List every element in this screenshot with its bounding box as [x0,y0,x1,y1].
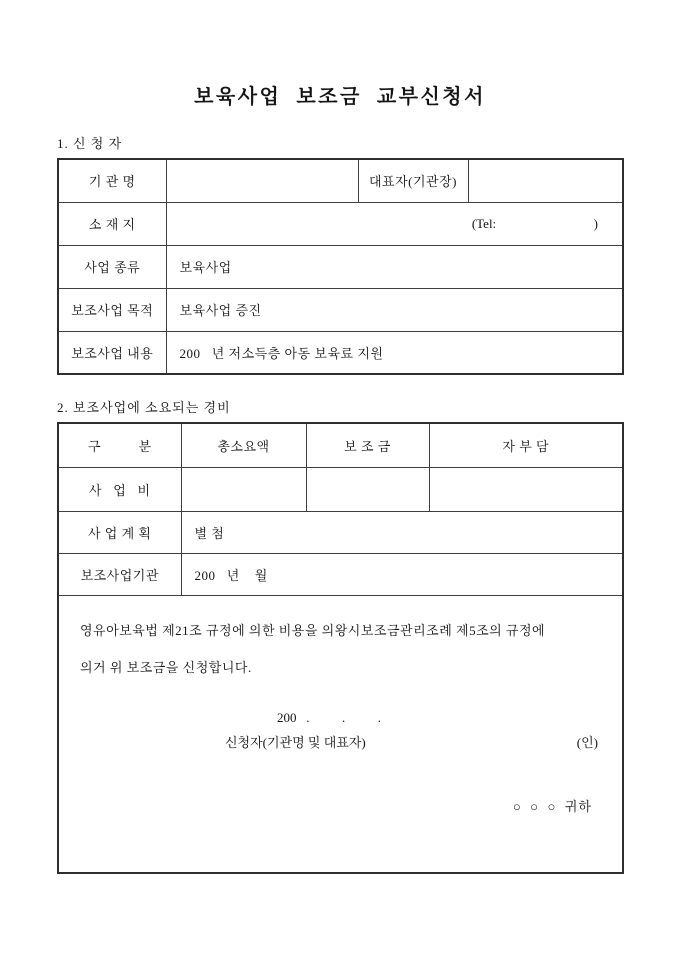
business-type-label: 사업 종류 [58,245,166,288]
table-row [58,245,623,288]
declaration-row [58,595,623,873]
signer-label: 신청자(기관명 및 대표자) [225,734,366,750]
subsidy-content-value: 200 년 저소득층 아동 보육료 지원 [166,331,623,374]
table-header-row [58,423,623,467]
business-type-value: 보육사업 [166,245,623,288]
header-category: 구 분 [58,423,181,467]
address-tel-cell: (Tel: ) [166,202,623,245]
signature-row [59,732,622,750]
header-subsidy: 보 조 금 [306,423,429,467]
header-total-amount: 총소요액 [181,423,306,467]
project-cost-subsidy-cell [306,467,429,511]
declaration-line-1: 영유아보육법 제21조 규정에 의한 비용을 의왕시보조금관리조례 제5조의 규정에 [80,622,546,638]
subsidy-purpose-label: 보조사업 목적 [58,288,166,331]
subsidy-org-value: 200 년 월 [181,553,623,595]
org-name-value-cell [166,159,358,202]
document-title: 보육사업 보조금 교부신청서 [194,86,486,108]
project-plan-label: 사 업 계 획 [58,511,181,553]
project-plan-value: 별 첨 [181,511,623,553]
table-row [58,288,623,331]
subsidy-org-label: 보조사업기관 [58,553,181,595]
project-cost-self-cell [429,467,623,511]
representative-label: 대표자(기관장) [358,159,468,202]
representative-value-cell [468,159,623,202]
table-row [58,159,623,202]
table-row [58,202,623,245]
expense-table [57,422,624,874]
applicant-section-heading: 1. 신 청 자 [57,136,123,151]
subsidy-purpose-value: 보육사업 증진 [166,288,623,331]
address-label: 소 재 지 [58,202,166,245]
declaration-line-2: 의거 위 보조금을 신청합니다. [80,659,252,675]
date-line: 200 . . . [277,709,381,725]
seal-label: (인) [576,734,598,750]
declaration-cell [58,595,623,873]
org-name-label: 기 관 명 [58,159,166,202]
applicant-table [57,158,624,375]
project-cost-label: 사 업 비 [58,467,181,511]
project-cost-total-cell [181,467,306,511]
recipient-line: ○ ○ ○ 귀하 [512,798,592,814]
table-row [58,553,623,595]
subsidy-content-label: 보조사업 내용 [58,331,166,374]
header-self-funding: 자 부 담 [429,423,623,467]
table-row [58,467,623,511]
table-row [58,511,623,553]
table-row [58,331,623,374]
expense-section-heading: 2. 보조사업에 소요되는 경비 [57,400,231,415]
